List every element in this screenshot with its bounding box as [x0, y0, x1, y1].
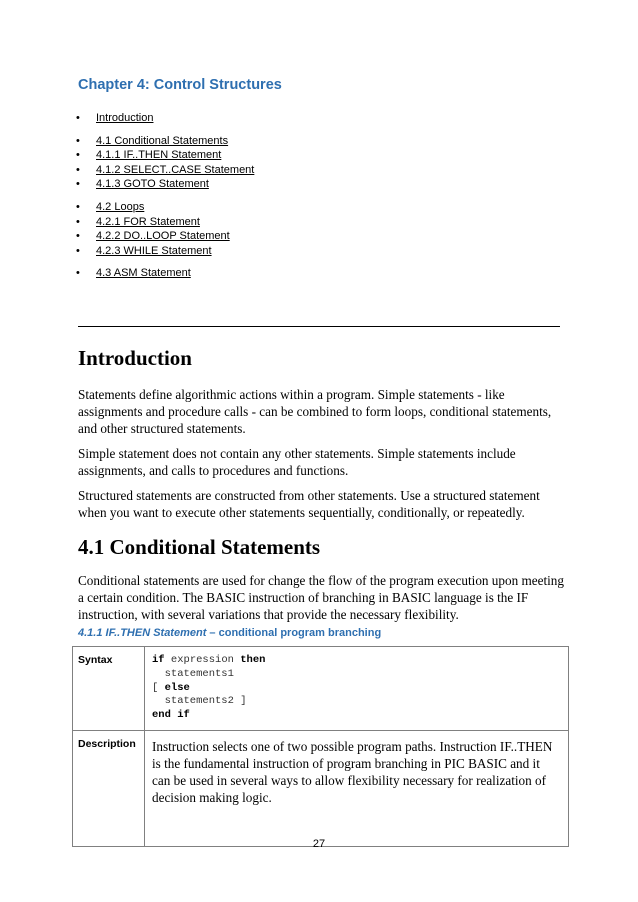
chapter-title: Chapter 4: Control Structures — [78, 77, 282, 93]
toc-group-conditional — [76, 134, 254, 192]
code-line-3 — [152, 682, 568, 696]
code-line-5: end if — [152, 709, 190, 722]
bullet-icon: • — [76, 267, 80, 280]
toc-item[interactable] — [76, 266, 254, 281]
bullet-icon: • — [76, 215, 80, 228]
intro-paragraph-3: Structured statements are constructed from other statements. Use a structured statement when you want to execute other statements sequentially, conditionally, or repeatedly. — [78, 488, 540, 520]
toc-link-select-case[interactable]: 4.1.2 SELECT..CASE Statement — [96, 163, 255, 176]
bullet-icon: • — [76, 134, 80, 147]
keyword-then: then — [240, 654, 266, 666]
if-then-subheading-title: 4.1.1 IF..THEN Statement — [78, 627, 207, 639]
keyword-if: if — [152, 654, 165, 666]
toc-group-introduction — [76, 111, 254, 126]
toc-link-do-loop[interactable]: 4.2.2 DO..LOOP Statement — [96, 230, 230, 243]
syntax-code — [145, 647, 569, 731]
bullet-icon: • — [76, 112, 80, 124]
toc-link-conditional-statements[interactable]: 4.1 Conditional Statements — [96, 134, 229, 147]
conditional-statements-heading: 4.1 Conditional Statements — [78, 535, 321, 559]
code-line-4: statements2 ] — [152, 695, 247, 708]
bullet-icon: • — [76, 149, 80, 162]
toc-link-loops[interactable]: 4.2 Loops — [96, 200, 145, 213]
conditional-paragraph: Conditional statements are used for change the flow of the program execution upon meeting a certain condition. The BASIC instruction of branching in BASIC language is the IF instruction, with several variations that provide the necessary flexibility. — [78, 573, 564, 622]
toc-item[interactable] — [76, 215, 254, 230]
table-of-contents — [76, 111, 254, 289]
bullet-icon: • — [76, 163, 80, 176]
bullet-icon: • — [76, 230, 80, 243]
bullet-icon: • — [76, 244, 80, 257]
toc-link-introduction[interactable]: Introduction — [96, 112, 154, 124]
bullet-icon: • — [76, 178, 80, 191]
keyword-else: else — [164, 681, 190, 694]
toc-item[interactable] — [76, 134, 254, 149]
toc-item[interactable] — [76, 200, 254, 215]
toc-link-for[interactable]: 4.2.1 FOR Statement — [96, 215, 200, 228]
code-line-1 — [152, 654, 568, 668]
syntax-row — [73, 647, 569, 731]
page-number: 27 — [312, 838, 326, 850]
toc-group-asm — [76, 266, 254, 281]
toc-item[interactable] — [76, 148, 254, 163]
introduction-heading: Introduction — [78, 346, 192, 370]
toc-link-if-then[interactable]: 4.1.1 IF..THEN Statement — [96, 149, 222, 162]
toc-link-asm[interactable]: 4.3 ASM Statement — [96, 267, 191, 280]
bullet-icon: • — [76, 200, 80, 213]
intro-paragraph-2: Simple statement does not contain any other statements. Simple statements include assignments, and calls to procedures and functions. — [78, 446, 516, 478]
description-text: Instruction selects one of two possible program paths. Instruction IF..THEN is the fundamental instruction of program branching in PIC BASIC and it can be used in several ways to allow flexibility necessary for realization of decision making logic. — [145, 731, 569, 847]
toc-group-loops — [76, 200, 254, 258]
if-then-subheading — [78, 627, 381, 639]
if-then-subheading-suffix: – conditional program branching — [206, 627, 382, 639]
description-label: Description — [73, 731, 145, 847]
toc-item[interactable] — [76, 163, 254, 178]
if-then-syntax-table — [72, 646, 569, 847]
toc-link-goto[interactable]: 4.1.3 GOTO Statement — [96, 178, 209, 191]
code-line-2: statements1 — [152, 667, 234, 680]
toc-item[interactable] — [76, 177, 254, 192]
description-row — [73, 731, 569, 847]
syntax-label: Syntax — [73, 647, 145, 731]
toc-link-while[interactable]: 4.2.3 WHILE Statement — [96, 244, 212, 257]
code-expression: expression — [164, 654, 241, 666]
toc-item[interactable] — [76, 111, 254, 126]
section-divider — [78, 326, 560, 327]
intro-paragraph-1: Statements define algorithmic actions within a program. Simple statements - like assignments and procedure calls - can be combined to form loops, conditional statements, and other structured statements. — [78, 387, 552, 436]
toc-item[interactable] — [76, 244, 254, 259]
toc-item[interactable] — [76, 229, 254, 244]
code-bracket-open: [ — [152, 681, 165, 694]
